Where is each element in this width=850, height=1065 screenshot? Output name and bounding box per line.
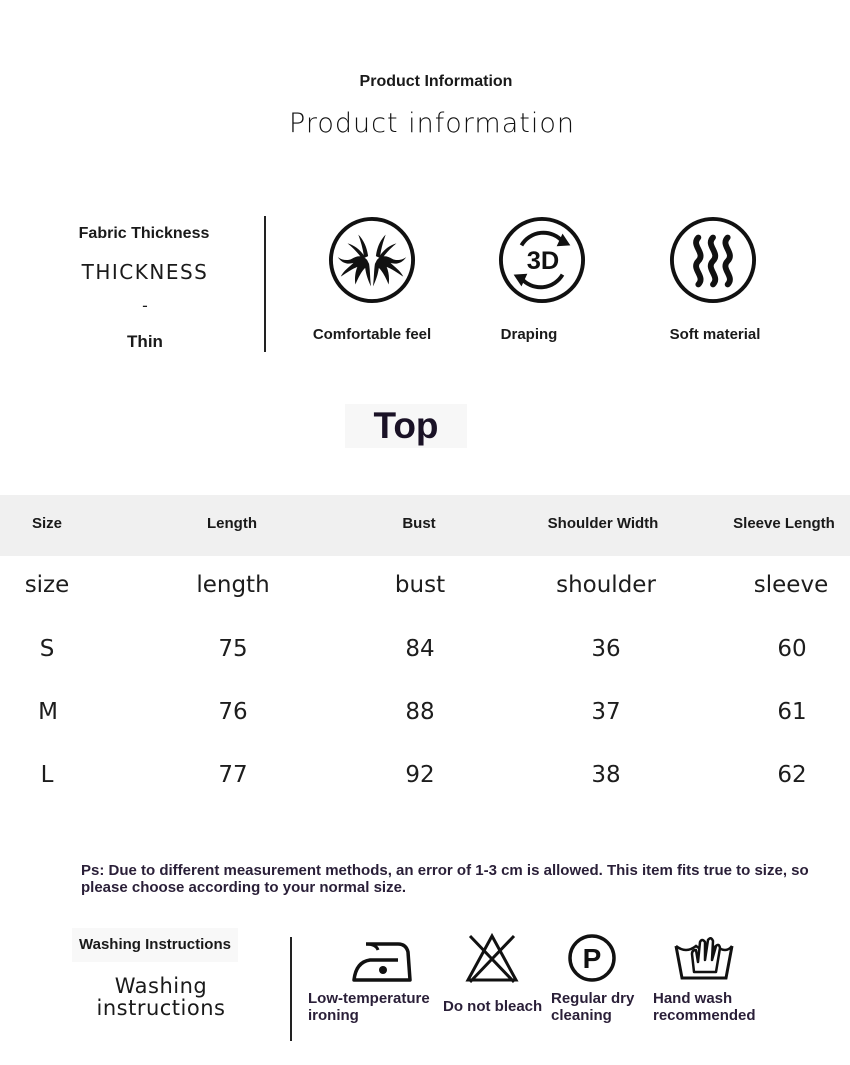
feature-label-draping: Draping bbox=[500, 326, 558, 343]
table-cell: 38 bbox=[591, 762, 621, 788]
washing-label-line2: instructions bbox=[96, 996, 226, 1020]
washing-instructions-label: Washing Instructions bbox=[72, 928, 238, 962]
table-cell: 37 bbox=[591, 699, 621, 725]
page-title: Product Information bbox=[359, 73, 513, 90]
table-header-length: Length bbox=[207, 515, 257, 532]
table-cell: 61 bbox=[777, 699, 807, 725]
table-cell: 36 bbox=[591, 636, 621, 662]
dry-clean-icon bbox=[560, 932, 624, 991]
wash-label-hand-wash: Hand wash recommended bbox=[653, 990, 756, 1024]
iron-low-temp-icon bbox=[350, 934, 414, 993]
washing-instructions-label-en bbox=[80, 975, 242, 1019]
divider bbox=[264, 216, 266, 352]
table-subheader-size: size bbox=[24, 572, 70, 598]
table-cell: M bbox=[38, 699, 58, 725]
page-subtitle: Product information bbox=[289, 108, 575, 139]
table-header-size: Size bbox=[31, 515, 62, 532]
table-cell: 77 bbox=[218, 762, 248, 788]
no-bleach-icon bbox=[460, 932, 524, 991]
table-cell: 75 bbox=[218, 636, 248, 662]
hand-wash-icon bbox=[672, 932, 736, 991]
draping-3d-icon bbox=[498, 216, 586, 309]
table-header-sleeve: Sleeve Length bbox=[733, 515, 835, 532]
table-header-shoulder: Shoulder Width bbox=[547, 515, 659, 532]
table-cell: 84 bbox=[405, 636, 435, 662]
section-title: Top bbox=[345, 404, 467, 448]
table-cell: 88 bbox=[405, 699, 435, 725]
table-cell: S bbox=[39, 636, 55, 662]
table-cell: L bbox=[40, 762, 54, 788]
table-subheader-sleeve: sleeve bbox=[753, 572, 829, 598]
table-cell: 62 bbox=[777, 762, 807, 788]
measurement-note: Ps: Due to different measurement methods, an error of 1-3 cm is allowed. This item fits true to size, so please choose according to your normal size. bbox=[81, 862, 809, 896]
svg-text:P: P bbox=[582, 943, 602, 974]
table-cell: 92 bbox=[405, 762, 435, 788]
table-subheader-shoulder: shoulder bbox=[556, 572, 656, 598]
fabric-thickness-label-en: THICKNESS bbox=[81, 260, 209, 284]
wash-label-dry-clean: Regular dry cleaning bbox=[551, 990, 635, 1024]
svg-text:3D: 3D bbox=[526, 246, 560, 275]
divider bbox=[290, 937, 292, 1041]
soft-material-icon bbox=[669, 216, 757, 309]
feature-label-comfortable: Comfortable feel bbox=[312, 326, 432, 343]
fabric-thickness-separator: - bbox=[142, 296, 148, 315]
table-subheader-length: length bbox=[196, 572, 270, 598]
table-header-bust: Bust bbox=[402, 515, 436, 532]
feature-label-soft: Soft material bbox=[669, 326, 761, 343]
table-cell: 60 bbox=[777, 636, 807, 662]
wash-label-bleach: Do not bleach bbox=[443, 998, 543, 1015]
fabric-thickness-value: Thin bbox=[127, 332, 163, 351]
table-subheader-bust: bust bbox=[394, 572, 446, 598]
table-cell: 76 bbox=[218, 699, 248, 725]
wash-label-iron: Low-temperature ironing bbox=[308, 990, 430, 1024]
fabric-thickness-label: Fabric Thickness bbox=[78, 225, 210, 242]
comfortable-feel-icon bbox=[328, 216, 416, 309]
washing-label-line1: Washing bbox=[114, 974, 208, 998]
